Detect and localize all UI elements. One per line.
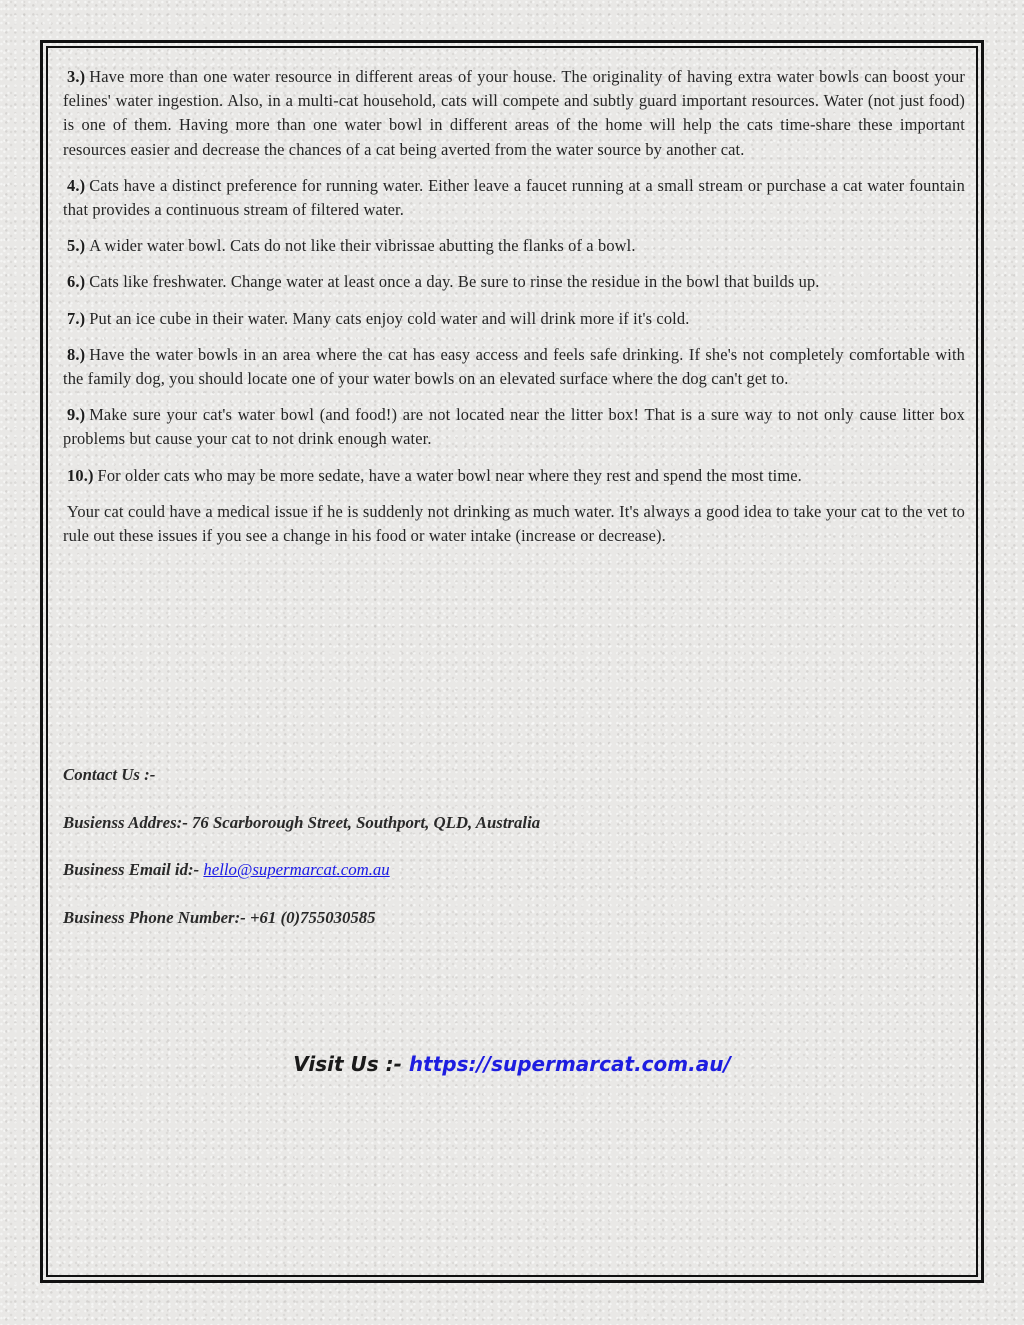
tip-4 <box>63 174 965 222</box>
business-email <box>63 860 390 880</box>
contact-heading: Contact Us :- <box>63 765 156 784</box>
website-link[interactable]: https://supermarcat.com.au/ <box>408 1052 731 1076</box>
tip-number: 8.) <box>67 344 86 364</box>
closing-text: Your cat could have a medical issue if he is suddenly not drinking as much water. It's always a good idea to take your cat to the vet to rule out these issues if you see a change in his food or water intake (increase or decrease). <box>63 501 965 546</box>
email-link[interactable]: hello@supermarcat.com.au <box>203 860 390 879</box>
tip-5 <box>63 234 965 258</box>
business-phone: Business Phone Number:- +61 (0)755030585 <box>63 908 376 927</box>
tip-number: 10.) <box>67 465 94 485</box>
closing-paragraph <box>63 500 965 548</box>
tip-number: 4.) <box>67 175 86 195</box>
tip-text: For older cats who may be more sedate, have a water bowl near where they rest and spend the most time. <box>97 465 802 485</box>
tip-8 <box>63 343 965 391</box>
tip-text: Put an ice cube in their water. Many cats enjoy cold water and will drink more if it's cold. <box>89 308 690 328</box>
tip-text: A wider water bowl. Cats do not like their vibrissae abutting the flanks of a bowl. <box>89 236 636 256</box>
tip-6 <box>63 270 965 294</box>
tip-text: Cats have a distinct preference for running water. Either leave a faucet running at a small stream or purchase a cat water fountain that provides a continuous stream of filtered water. <box>63 175 965 220</box>
visit-label: Visit Us :- <box>293 1052 402 1076</box>
visit-us-line <box>0 1052 1024 1076</box>
tip-text: Have more than one water resource in different areas of your house. The originality of having extra water bowls can boost your felines' water ingestion. Also, in a multi-cat household, cats will compete and subtly guard important resources. Water (not just food) is one of them. Having more than one water bowl in different areas of the home will help the cats time-share these important resources easier and decrease the chances of a cat being averted from the water source by another cat. <box>63 67 965 159</box>
tip-3 <box>63 65 965 162</box>
tip-9 <box>63 403 965 451</box>
tip-number: 6.) <box>67 272 86 292</box>
tip-7 <box>63 307 965 331</box>
tip-number: 5.) <box>67 236 86 256</box>
email-label: Business Email id:- <box>63 860 200 879</box>
business-address: Busienss Addres:- 76 Scarborough Street, Southport, QLD, Australia <box>63 813 541 832</box>
tip-number: 3.) <box>67 67 86 86</box>
tip-10 <box>63 464 965 488</box>
tip-text: Have the water bowls in an area where the cat has easy access and feels safe drinking. If she's not completely comfortable with the family dog, you should locate one of your water bowls on an elevated surface where the dog can't get to. <box>63 344 965 389</box>
article-body <box>63 65 965 560</box>
tip-text: Make sure your cat's water bowl (and food!) are not located near the litter box! That is a sure way to not only cause litter box problems but cause your cat to not drink enough water. <box>63 405 965 449</box>
tip-number: 9.) <box>67 405 86 425</box>
page-border <box>40 40 984 1283</box>
tip-text: Cats like freshwater. Change water at least once a day. Be sure to rinse the residue in the bowl that builds up. <box>89 272 820 292</box>
tip-number: 7.) <box>67 308 86 328</box>
